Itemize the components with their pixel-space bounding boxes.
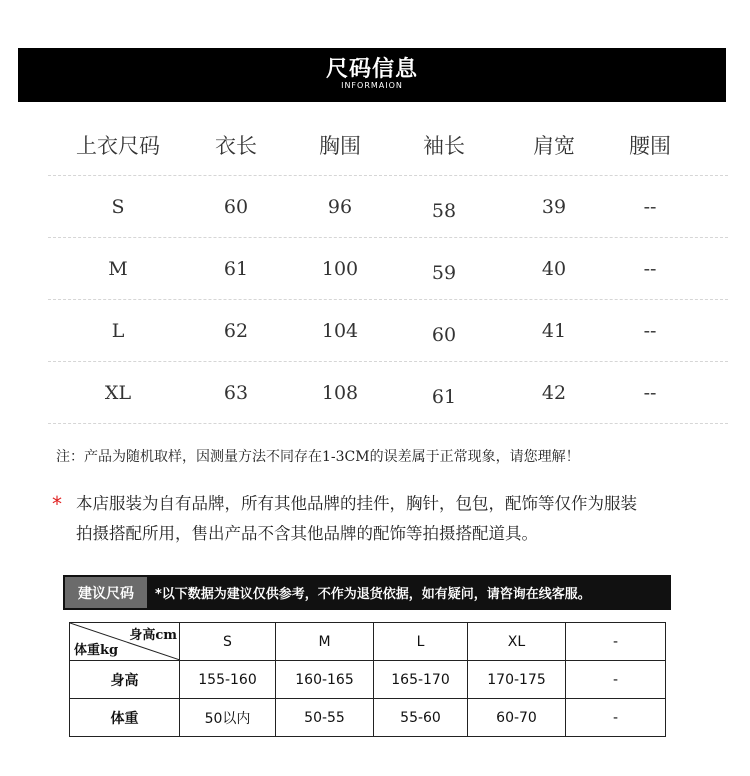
table-cell: 39 — [541, 195, 567, 218]
table-cell: 96 — [327, 195, 353, 218]
table-cell: 50-55 — [276, 699, 374, 737]
table-cell: -- — [643, 381, 657, 404]
table-cell: -- — [643, 257, 657, 280]
recommend-header-row — [70, 623, 666, 661]
banner-title: 尺码信息 — [325, 57, 418, 82]
table-cell: 108 — [321, 381, 359, 404]
table-cell: 100 — [321, 257, 359, 280]
recommend-label: 建议尺码 — [65, 577, 147, 608]
table-cell: L — [111, 319, 125, 342]
table-cell: -- — [643, 195, 657, 218]
corner-cell — [70, 623, 180, 661]
table-row — [70, 699, 666, 737]
notice-line: 本店服装为自有品牌，所有其他品牌的挂件，胸针，包包，配饰等仅作为服装 — [76, 494, 637, 513]
table-cell: - — [566, 699, 666, 737]
table-cell: -- — [643, 319, 657, 342]
banner-subtitle: INFORMAION — [341, 81, 403, 90]
table-cell: 104 — [321, 319, 359, 342]
table-cell: 60 — [431, 323, 457, 346]
recommend-disclaimer: *以下数据为建议仅供参考，不作为退货依据，如有疑问，请咨询在线客服。 — [155, 587, 591, 602]
table-cell: 62 — [223, 319, 249, 342]
size-header: M — [276, 623, 374, 661]
row-label: 身高 — [70, 661, 180, 699]
header-cell: 上衣尺码 — [76, 134, 160, 158]
table-cell: M — [108, 257, 128, 280]
recommend-table — [69, 622, 666, 737]
table-cell: 58 — [431, 199, 457, 222]
size-header: S — [180, 623, 276, 661]
table-row — [48, 176, 728, 238]
header-cell: 衣长 — [215, 134, 257, 158]
table-cell: 170-175 — [468, 661, 566, 699]
table-cell: 63 — [223, 381, 249, 404]
table-cell: 50以内 — [180, 699, 276, 737]
table-cell: 40 — [541, 257, 567, 280]
table-cell: 61 — [431, 385, 457, 408]
header-cell: 肩宽 — [533, 134, 575, 158]
table-cell: 60 — [223, 195, 249, 218]
table-cell: S — [111, 195, 125, 218]
table-cell: 42 — [541, 381, 567, 404]
size-header: - — [566, 623, 666, 661]
size-table-header — [48, 115, 728, 176]
table-cell: 155-160 — [180, 661, 276, 699]
table-cell: 61 — [223, 257, 249, 280]
table-row — [70, 661, 666, 699]
size-table — [48, 115, 728, 424]
recommend-bar — [63, 575, 671, 610]
info-banner — [18, 48, 726, 102]
table-cell: 55-60 — [374, 699, 468, 737]
table-cell: 165-170 — [374, 661, 468, 699]
header-cell: 腰围 — [629, 134, 671, 158]
table-cell: 59 — [431, 261, 457, 284]
height-unit-label: 身高cm — [129, 628, 177, 643]
weight-unit-label: 体重kg — [74, 643, 119, 658]
table-cell: - — [566, 661, 666, 699]
table-cell: XL — [104, 381, 132, 404]
table-cell: 160-165 — [276, 661, 374, 699]
notice-line: 拍摄搭配所用，售出产品不含其他品牌的配饰等拍摄搭配道具。 — [76, 524, 538, 543]
table-row — [48, 238, 728, 300]
size-header: L — [374, 623, 468, 661]
asterisk-icon: * — [52, 492, 62, 516]
table-row — [48, 300, 728, 362]
header-cell: 胸围 — [319, 134, 361, 158]
row-label: 体重 — [70, 699, 180, 737]
table-cell: 60-70 — [468, 699, 566, 737]
header-cell: 袖长 — [423, 134, 465, 158]
measurement-note: 注：产品为随机取样，因测量方法不同存在1-3CM的误差属于正常现象，请您理解！ — [56, 449, 580, 465]
table-row — [48, 362, 728, 424]
size-header: XL — [468, 623, 566, 661]
table-cell: 41 — [541, 319, 567, 342]
